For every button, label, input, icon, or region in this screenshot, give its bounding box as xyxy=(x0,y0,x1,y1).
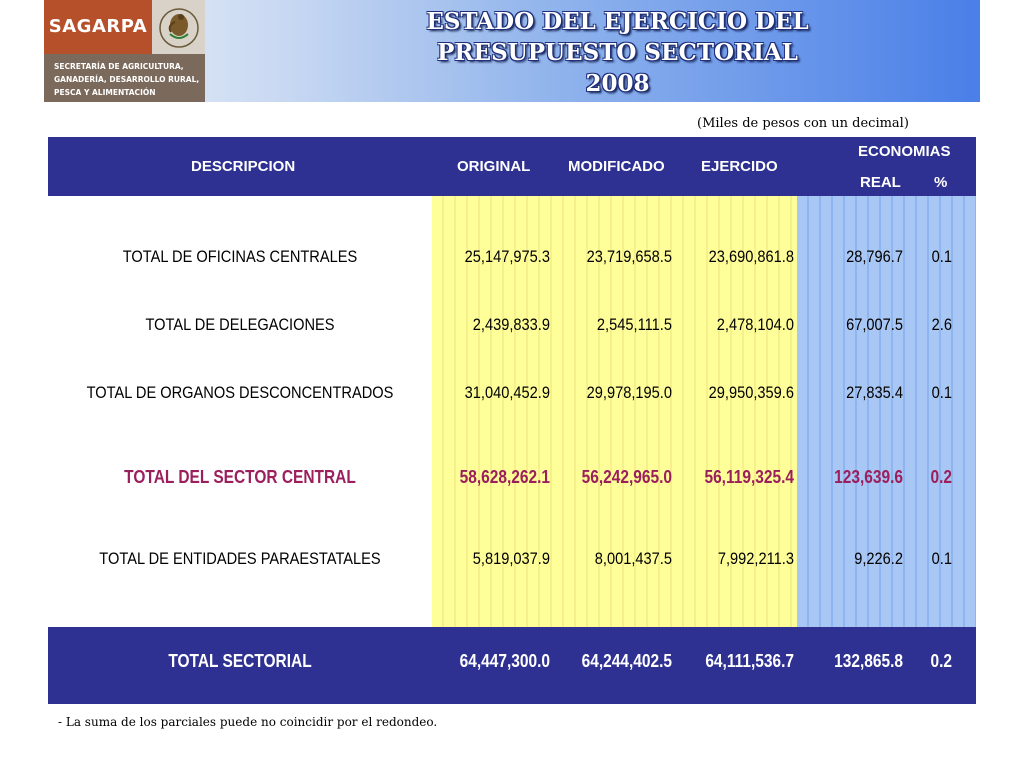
title-line-2: PRESUPUESTO SECTORIAL xyxy=(437,39,798,66)
row-description: TOTAL DE ORGANOS DESCONCENTRADOS xyxy=(86,383,394,402)
row-ejercido: 64,111,536.7 xyxy=(705,651,794,671)
table-row xyxy=(48,315,976,345)
row-description: TOTAL DE DELEGACIONES xyxy=(145,315,335,334)
row-original: 2,439,833.9 xyxy=(472,315,550,334)
row-real: 9,226.2 xyxy=(854,549,903,568)
row-description: TOTAL DE ENTIDADES PARAESTATALES xyxy=(99,549,381,568)
row-ejercido: 23,690,861.8 xyxy=(708,247,794,266)
row-pct: 0.1 xyxy=(931,247,952,266)
logo-subtitle-line-2: GANADERÍA, DESARROLLO RURAL, xyxy=(54,75,200,84)
row-real: 132,865.8 xyxy=(834,651,903,671)
header-economias: ECONOMIAS xyxy=(858,143,951,160)
row-original: 64,447,300.0 xyxy=(459,651,550,671)
row-modificado: 56,242,965.0 xyxy=(581,467,672,487)
header-ejercido: EJERCIDO xyxy=(701,158,778,175)
table-row xyxy=(48,383,976,413)
row-original: 5,819,037.9 xyxy=(472,549,550,568)
row-original: 31,040,452.9 xyxy=(464,383,550,402)
header-real: REAL xyxy=(860,174,901,191)
header-pct: % xyxy=(934,174,948,191)
footnote: - La suma de los parciales puede no coincidir por el redondeo. xyxy=(58,715,438,729)
row-modificado: 23,719,658.5 xyxy=(586,247,672,266)
logo-subtitle-line-3: PESCA Y ALIMENTACIÓN xyxy=(54,88,156,97)
table-row xyxy=(48,549,976,579)
row-pct: 2.6 xyxy=(931,315,952,334)
row-real: 28,796.7 xyxy=(846,247,903,266)
table-row-total xyxy=(48,651,976,681)
table-header xyxy=(48,137,976,196)
row-original: 58,628,262.1 xyxy=(459,467,550,487)
mexico-eagle-icon xyxy=(157,4,201,50)
row-real: 123,639.6 xyxy=(834,467,903,487)
row-pct: 0.2 xyxy=(930,651,952,671)
row-modificado: 29,978,195.0 xyxy=(586,383,672,402)
row-modificado: 8,001,437.5 xyxy=(594,549,672,568)
row-description: TOTAL SECTORIAL xyxy=(168,651,312,671)
row-ejercido: 7,992,211.3 xyxy=(717,549,794,568)
logo-name: SAGARPA xyxy=(44,0,152,54)
logo-subtitle xyxy=(54,60,202,99)
row-ejercido: 29,950,359.6 xyxy=(708,383,794,402)
row-modificado: 64,244,402.5 xyxy=(581,651,672,671)
row-modificado: 2,545,111.5 xyxy=(596,315,672,334)
title-line-1: ESTADO DEL EJERCICIO DEL xyxy=(426,8,809,35)
logo-subtitle-line-1: SECRETARÍA DE AGRICULTURA, xyxy=(54,62,184,71)
header-modificado: MODIFICADO xyxy=(568,158,665,175)
header-original: ORIGINAL xyxy=(457,158,531,175)
table-row xyxy=(48,247,976,277)
row-original: 25,147,975.3 xyxy=(464,247,550,266)
units-note: (Miles de pesos con un decimal) xyxy=(697,116,909,131)
row-real: 67,007.5 xyxy=(846,315,903,334)
budget-table xyxy=(48,137,976,704)
sagarpa-logo xyxy=(44,0,205,102)
page-title xyxy=(330,6,905,99)
row-ejercido: 2,478,104.0 xyxy=(716,315,794,334)
row-ejercido: 56,119,325.4 xyxy=(704,467,794,487)
title-line-3: 2008 xyxy=(585,70,650,97)
header-descripcion: DESCRIPCION xyxy=(191,158,296,175)
row-real: 27,835.4 xyxy=(846,383,903,402)
row-description: TOTAL DE OFICINAS CENTRALES xyxy=(122,247,358,266)
row-description: TOTAL DEL SECTOR CENTRAL xyxy=(124,467,356,487)
row-pct: 0.1 xyxy=(931,549,952,568)
table-row-highlight xyxy=(48,467,976,497)
row-pct: 0.1 xyxy=(931,383,952,402)
row-pct: 0.2 xyxy=(930,467,952,487)
